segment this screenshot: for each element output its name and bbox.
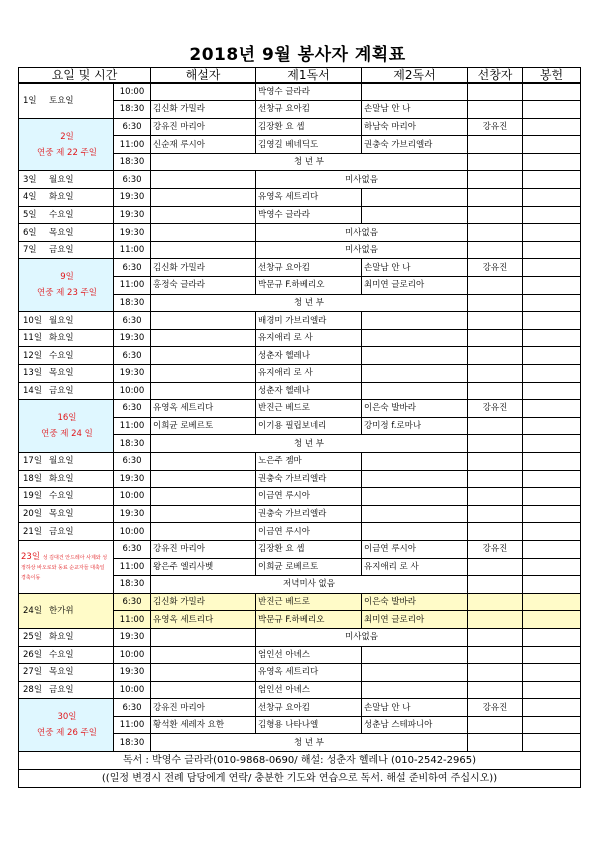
reader1-cell: 이기용 필립보네리 [256,417,362,435]
span-note-cell: 미사없음 [256,224,468,242]
table-row [19,312,581,330]
reader2-cell: 하남숙 마리아 [362,118,468,136]
reader2-cell [362,505,468,523]
time-cell: 6:30 [114,171,151,189]
reader2-cell [362,681,468,699]
commentator-cell [151,646,256,664]
table-row [19,664,581,682]
commentator-cell [151,206,256,224]
reader2-cell [362,312,468,330]
commentator-cell [151,365,256,383]
commentator-cell: 황석환 세레자 요한 [151,716,256,734]
commentator-cell: 유영옥 세트리다 [151,400,256,418]
offertory-cell [523,171,581,189]
header-day-time: 요일 및 시간 [19,68,151,84]
date-cell-sunday: 30일 연중 제 26 주일 [19,699,114,752]
reader1-cell: 박문규 F.하베리오 [256,611,362,629]
date-cell-feast: 23일 성 김대건 안드레아 사제와 성 정하상 바오로와 동료 순교자들 대축일 경축이동 [19,540,114,593]
reader2-cell [362,83,468,101]
cantor-cell [468,576,523,594]
cantor-cell [468,417,523,435]
time-cell: 6:30 [114,312,151,330]
header-reader1: 제1독서 [256,68,362,84]
time-cell: 6:30 [114,593,151,611]
offertory-cell [523,224,581,242]
date-cell: 7일 금요일 [19,241,114,259]
cantor-cell [468,716,523,734]
time-cell: 11:00 [114,277,151,295]
reader2-cell [362,189,468,207]
date-cell-holiday: 24일 한가위 [19,593,114,628]
offertory-cell [523,611,581,629]
date-cell: 25일 화요일 [19,628,114,646]
reader2-cell: 최미연 글로리아 [362,277,468,295]
cantor-cell [468,488,523,506]
reader1-cell: 선창규 요아킴 [256,699,362,717]
time-cell: 11:00 [114,136,151,154]
reader1-cell: 성춘자 헬레나 [256,382,362,400]
reader1-cell: 권충숙 가브리엘라 [256,505,362,523]
cantor-cell [468,206,523,224]
offertory-cell [523,646,581,664]
footer-row [19,752,581,770]
reader2-cell: 손말남 안 나 [362,101,468,119]
time-cell: 10:00 [114,681,151,699]
time-cell: 18:30 [114,101,151,119]
cantor-cell [468,277,523,295]
span-note-cell: 청 년 부 [151,734,468,752]
time-cell: 11:00 [114,716,151,734]
reader2-cell: 이은숙 발바라 [362,400,468,418]
cantor-cell [468,101,523,119]
offertory-cell [523,488,581,506]
header-reader2: 제2독서 [362,68,468,84]
offertory-cell [523,136,581,154]
reader2-cell: 성춘남 스테파니아 [362,716,468,734]
offertory-cell [523,153,581,171]
cantor-cell [468,558,523,576]
commentator-cell: 강유진 마리아 [151,118,256,136]
date-cell: 20일 목요일 [19,505,114,523]
reader2-cell: 손말남 안 나 [362,699,468,717]
reader1-cell: 김영길 베네딕도 [256,136,362,154]
reader1-cell: 김형용 나타나엘 [256,716,362,734]
span-note-cell: 미사없음 [256,171,468,189]
reader2-cell: 최미연 글로리아 [362,611,468,629]
reader2-cell: 권충숙 가브리엘라 [362,136,468,154]
cantor-cell: 강유진 [468,699,523,717]
instruction-note: ((일정 변경시 전례 담당에게 연락/ 충분한 기도와 연습으로 독서. 해설 준비하여 주십시오)) [19,770,581,788]
time-cell: 10:00 [114,646,151,664]
commentator-cell [151,382,256,400]
date-cell: 17일 월요일 [19,452,114,470]
date-cell-sunday: 2일 연중 제 22 주일 [19,118,114,171]
page-title: 2018년 9월 봉사자 계획표 [189,45,406,65]
commentator-cell: 왕은주 엘리사벳 [151,558,256,576]
offertory-cell [523,452,581,470]
commentator-cell: 김신화 가밀라 [151,593,256,611]
reader1-cell: 유영옥 세트리다 [256,664,362,682]
contact-note: 독서 : 박영수 글라라(010-9868-0690/ 해설: 성춘자 헬레나 (010-2542-2965) [19,752,581,770]
reader2-cell [362,347,468,365]
table-row [19,171,581,189]
reader2-cell [362,206,468,224]
date-cell: 26일 수요일 [19,646,114,664]
reader1-cell: 유영옥 세트리다 [256,189,362,207]
table-row [19,681,581,699]
table-row [19,347,581,365]
table-row [19,224,581,242]
reader2-cell: 손말남 안 나 [362,259,468,277]
offertory-cell [523,716,581,734]
time-cell: 10:00 [114,382,151,400]
reader2-cell [362,664,468,682]
time-cell: 6:30 [114,540,151,558]
time-cell: 11:00 [114,558,151,576]
commentator-cell: 이희균 로베르토 [151,417,256,435]
span-note-cell: 미사없음 [256,628,468,646]
time-cell: 19:30 [114,206,151,224]
time-cell: 19:30 [114,628,151,646]
time-cell: 6:30 [114,699,151,717]
cantor-cell: 강유진 [468,259,523,277]
commentator-cell [151,452,256,470]
reader1-cell: 엄인선 아녜스 [256,646,362,664]
commentator-cell [151,241,256,259]
offertory-cell [523,699,581,717]
offertory-cell [523,664,581,682]
reader2-cell: 이은숙 발바라 [362,593,468,611]
span-note-cell: 청 년 부 [151,435,468,453]
reader1-cell: 이금연 루시아 [256,488,362,506]
table-row [19,259,581,277]
reader1-cell: 박문규 F.하베리오 [256,277,362,295]
time-cell: 18:30 [114,153,151,171]
cantor-cell [468,593,523,611]
offertory-cell [523,435,581,453]
table-row [19,400,581,418]
date-cell: 11일 화요일 [19,329,114,347]
time-cell: 6:30 [114,452,151,470]
time-cell: 11:00 [114,611,151,629]
table-row [19,189,581,207]
footer-row [19,770,581,788]
reader2-cell [362,646,468,664]
table-row [19,470,581,488]
header-row [19,68,581,84]
date-cell: 28일 금요일 [19,681,114,699]
cantor-cell [468,523,523,541]
time-cell: 11:00 [114,417,151,435]
commentator-cell: 김신화 가밀라 [151,259,256,277]
reader2-cell [362,452,468,470]
time-cell: 6:30 [114,259,151,277]
time-cell: 19:30 [114,329,151,347]
time-cell: 18:30 [114,734,151,752]
offertory-cell [523,505,581,523]
table-row [19,628,581,646]
date-cell: 3일 월요일 [19,171,114,189]
header-offertory: 봉헌 [523,68,581,84]
time-cell: 6:30 [114,347,151,365]
time-cell: 19:30 [114,664,151,682]
reader2-cell [362,523,468,541]
commentator-cell [151,681,256,699]
commentator-cell [151,83,256,101]
time-cell: 19:30 [114,505,151,523]
cantor-cell [468,294,523,312]
time-cell: 11:00 [114,241,151,259]
offertory-cell [523,628,581,646]
cantor-cell [468,628,523,646]
time-cell: 18:30 [114,576,151,594]
table-row [19,523,581,541]
time-cell: 6:30 [114,400,151,418]
cantor-cell [468,83,523,101]
reader2-cell: 유지애리 로 사 [362,558,468,576]
table-row [19,206,581,224]
offertory-cell [523,681,581,699]
cantor-cell [468,505,523,523]
offertory-cell [523,83,581,101]
reader1-cell: 반진근 베드로 [256,593,362,611]
offertory-cell [523,259,581,277]
cantor-cell: 강유진 [468,540,523,558]
reader1-cell: 이희균 로베르토 [256,558,362,576]
table-row [19,365,581,383]
offertory-cell [523,593,581,611]
offertory-cell [523,329,581,347]
reader1-cell: 박영수 글라라 [256,206,362,224]
commentator-cell: 김신화 가밀라 [151,101,256,119]
reader1-cell: 이금연 루시아 [256,523,362,541]
offertory-cell [523,189,581,207]
header-cantor: 선창자 [468,68,523,84]
cantor-cell [468,664,523,682]
commentator-cell [151,664,256,682]
time-cell: 19:30 [114,365,151,383]
reader1-cell: 권충숙 가브리엘라 [256,470,362,488]
table-row [19,452,581,470]
cantor-cell [468,153,523,171]
reader1-cell: 배경미 가브리엘라 [256,312,362,330]
time-cell: 10:00 [114,488,151,506]
span-note-cell: 청 년 부 [151,294,468,312]
offertory-cell [523,118,581,136]
table-row [19,83,581,101]
table-row [19,646,581,664]
table-row [19,699,581,717]
date-cell: 6일 목요일 [19,224,114,242]
offertory-cell [523,294,581,312]
span-note-cell: 청 년 부 [151,153,468,171]
offertory-cell [523,540,581,558]
cantor-cell: 강유진 [468,118,523,136]
cantor-cell [468,189,523,207]
commentator-cell: 신순재 루시아 [151,136,256,154]
commentator-cell [151,224,256,242]
cantor-cell [468,452,523,470]
cantor-cell [468,224,523,242]
cantor-cell [468,470,523,488]
date-cell: 13일 목요일 [19,365,114,383]
time-cell: 18:30 [114,435,151,453]
reader1-cell: 성춘자 헬레나 [256,347,362,365]
reader1-cell: 선창규 요아킴 [256,259,362,277]
time-cell: 19:30 [114,470,151,488]
table-row [19,505,581,523]
date-cell: 27일 목요일 [19,664,114,682]
table-row [19,382,581,400]
header-commentator: 해설자 [151,68,256,84]
table-row-holiday [19,593,581,611]
offertory-cell [523,365,581,383]
date-cell: 19일 수요일 [19,488,114,506]
commentator-cell [151,312,256,330]
reader1-cell: 김장환 요 셉 [256,118,362,136]
commentator-cell [151,171,256,189]
commentator-cell [151,189,256,207]
time-cell: 19:30 [114,224,151,242]
offertory-cell [523,470,581,488]
date-cell: 4일 화요일 [19,189,114,207]
reader2-cell [362,382,468,400]
offertory-cell [523,576,581,594]
time-cell: 6:30 [114,118,151,136]
cantor-cell [468,734,523,752]
offertory-cell [523,347,581,365]
offertory-cell [523,312,581,330]
time-cell: 10:00 [114,523,151,541]
table-row [19,241,581,259]
time-cell: 18:30 [114,294,151,312]
commentator-cell: 유영옥 세트리다 [151,611,256,629]
cantor-cell [468,365,523,383]
offertory-cell [523,206,581,224]
commentator-cell [151,488,256,506]
span-note-cell: 저녁미사 없음 [151,576,468,594]
cantor-cell [468,681,523,699]
offertory-cell [523,400,581,418]
span-note-cell: 미사없음 [256,241,468,259]
cantor-cell [468,611,523,629]
commentator-cell [151,329,256,347]
cantor-cell [468,312,523,330]
offertory-cell [523,558,581,576]
cantor-cell [468,646,523,664]
time-cell: 10:00 [114,83,151,101]
offertory-cell [523,734,581,752]
reader2-cell: 강미정 f.로마나 [362,417,468,435]
table-row [19,488,581,506]
cantor-cell [468,241,523,259]
reader2-cell [362,329,468,347]
date-cell-sunday: 16일 연중 제 24 일 [19,400,114,453]
time-cell: 19:30 [114,189,151,207]
commentator-cell [151,505,256,523]
reader1-cell: 박영수 글라라 [256,83,362,101]
date-cell: 12일 수요일 [19,347,114,365]
cantor-cell [468,329,523,347]
date-cell: 18일 화요일 [19,470,114,488]
reader1-cell: 노은주 젬마 [256,452,362,470]
commentator-cell [151,523,256,541]
offertory-cell [523,417,581,435]
commentator-cell: 강유진 마리아 [151,699,256,717]
reader2-cell [362,470,468,488]
reader2-cell [362,488,468,506]
cantor-cell: 강유진 [468,400,523,418]
reader1-cell: 유지애리 로 사 [256,329,362,347]
date-cell-sunday: 9일 연중 제 23 주일 [19,259,114,312]
reader1-cell: 반진근 베드로 [256,400,362,418]
table-row [19,329,581,347]
cantor-cell [468,435,523,453]
table-row [19,118,581,136]
date-cell: 5일 수요일 [19,206,114,224]
offertory-cell [523,101,581,119]
schedule-table [18,67,581,788]
reader1-cell: 선창규 요아킴 [256,101,362,119]
commentator-cell: 강유진 마리아 [151,540,256,558]
reader1-cell: 엄인선 아녜스 [256,681,362,699]
date-cell: 14일 금요일 [19,382,114,400]
date-cell: 10일 월요일 [19,312,114,330]
commentator-cell [151,470,256,488]
commentator-cell: 홍정숙 글라라 [151,277,256,295]
date-cell: 1일 토요일 [19,83,114,118]
cantor-cell [468,136,523,154]
table-row [19,540,581,558]
offertory-cell [523,523,581,541]
offertory-cell [523,382,581,400]
reader2-cell: 이금연 루시아 [362,540,468,558]
reader1-cell: 김장환 요 셉 [256,540,362,558]
offertory-cell [523,277,581,295]
reader1-cell: 유지애리 로 사 [256,365,362,383]
reader2-cell [362,365,468,383]
offertory-cell [523,241,581,259]
cantor-cell [468,347,523,365]
commentator-cell [151,347,256,365]
commentator-cell [151,628,256,646]
date-cell: 21일 금요일 [19,523,114,541]
cantor-cell [468,382,523,400]
cantor-cell [468,171,523,189]
